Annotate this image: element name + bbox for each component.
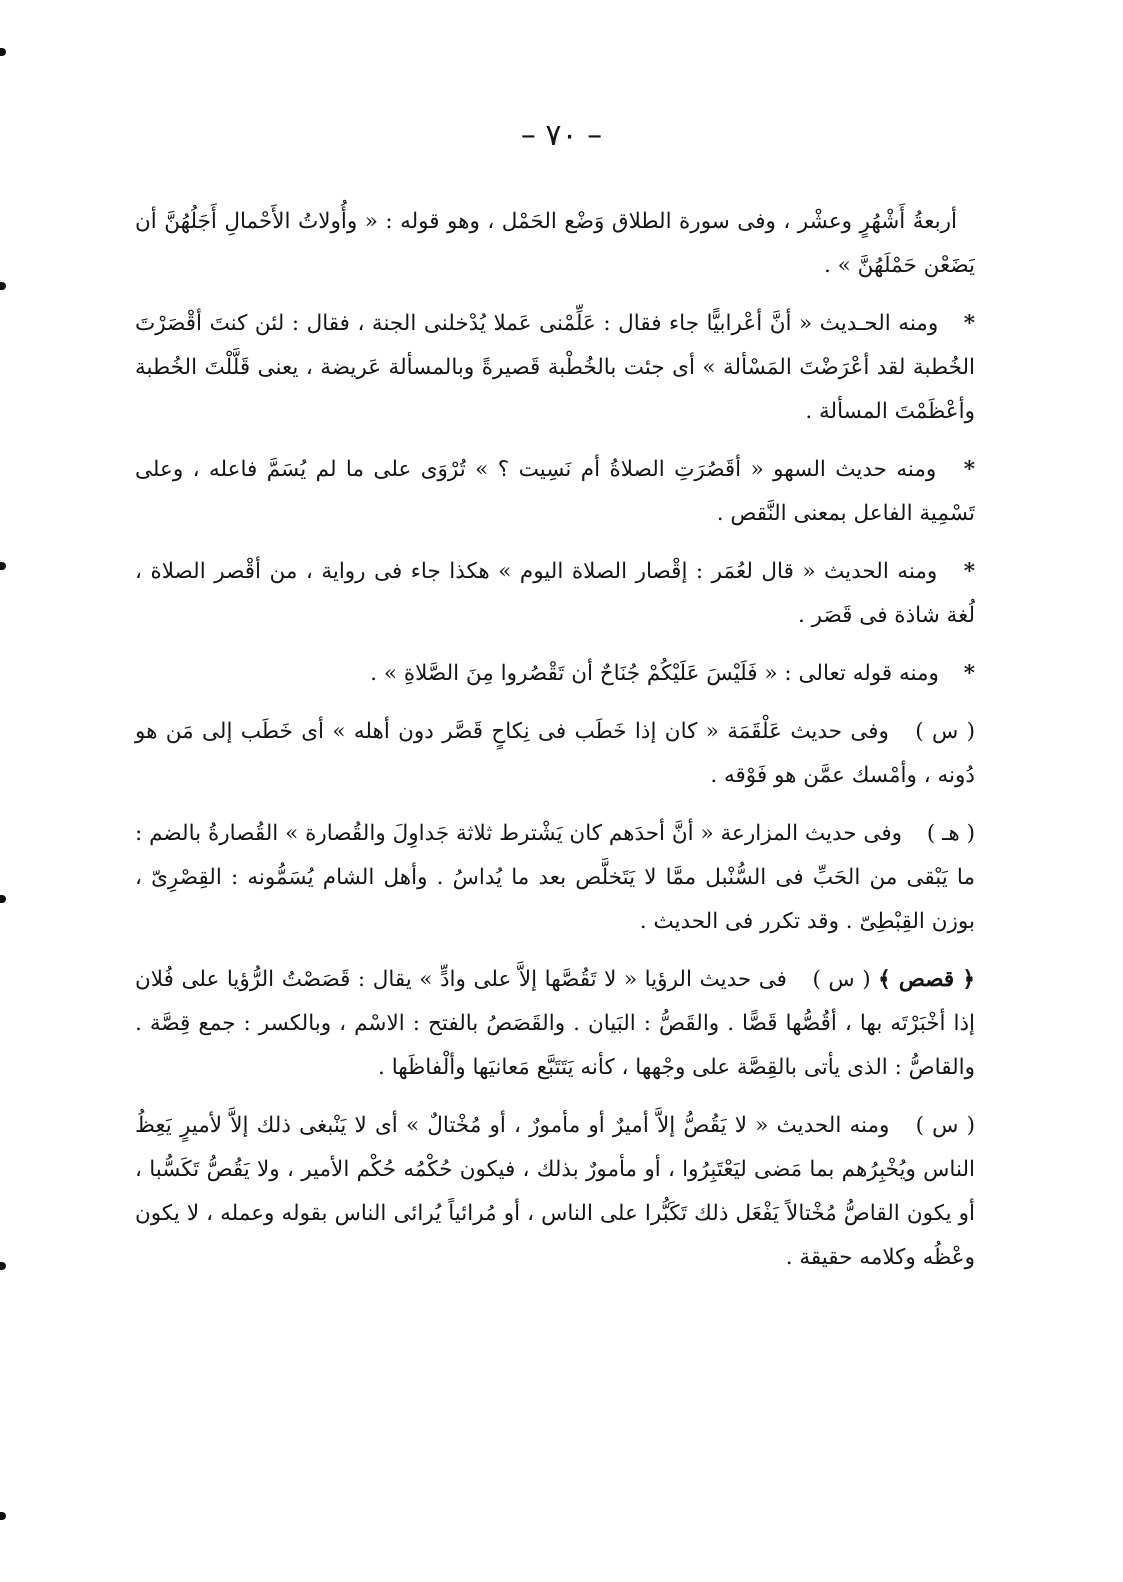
paragraph <box>135 652 975 696</box>
paragraph-text: وفى حديث عَلْقَمَة « كان إذا خَطَب فى نِكاحٍ قَصَّر دون أهله » أى خَطَب إلى مَن هو دُونه ، وأمْسك عمَّن هو فَوْقه . <box>135 719 975 788</box>
paragraph <box>135 448 975 536</box>
scan-edge-mark <box>0 48 6 56</box>
entry-heading: ﴿ قصص ﴾ <box>878 967 975 992</box>
scan-edge-mark <box>0 895 6 903</box>
source-tag: ( س ) <box>915 1113 975 1138</box>
paragraph <box>135 550 975 638</box>
paragraph <box>135 1104 975 1280</box>
paragraph-text: ومنه الحديث « لا يَقُصُّ إلاَّ أميرٌ أو مأمورٌ ، أو مُخْتالٌ » أى لا يَنْبغى ذلك إلاَّ لأميرٍ يَعِظُ الناس ويُخْبِرُهم بما مَضى ليَعْتَبِرُوا ، أو مأمورٌ بذلك ، فيكون حُكْمُه حُكْم الأمير ، ولا يَقُصُّ تَكَسُّبا ، أو يكون القاصُّ مُخْتالاً يَفْعَل ذلك تَكَبُّرا على الناس ، أو مُرائياً يُرائى الناس بقوله وعمله ، لا يكون وعْظُه وكلامه حقيقة . <box>135 1113 975 1270</box>
page-body <box>135 200 975 1294</box>
paragraph-text: أربعةُ أَشْهُرٍ وعشْر ، وفى سورة الطلاق وَضْع الحَمْل ، وهو قوله : « وأُولاتُ الأَحْمالِ أَجَلُهُنَّ أن يَضَعْن حَمْلَهُنَّ » . <box>135 209 975 278</box>
paragraph-marker: * <box>963 559 975 584</box>
paragraph-text: ومنه الحـديث « أنَّ أعْرابيًّا جاء فقال : عَلِّمْنى عَملا يُدْخلنى الجنة ، فقال : لئن كنتَ أقْصَرْتَ الخُطبة لقد أعْرَضْتَ المَسْألة » أى جئت بالخُطْبة قَصيرةً وبالمسألة عَريضة ، يعنى قَلَّلْتَ الخُطبة وأعْظَمْتَ المسألة . <box>135 311 975 424</box>
scan-edge-mark <box>0 1262 6 1270</box>
scan-edge-mark <box>0 1512 6 1520</box>
paragraph-marker: * <box>963 457 975 482</box>
paragraph-text: وفى حديث المزارعة « أنَّ أحدَهم كان يَشْترط ثلاثة جَداوِلَ والقُصارة » القُصارةُ بالضم : ما يَبْقى من الحَبِّ فى السُّنْبل ممَّا لا يَتَخلَّص بعد ما يُداسُ . وأهل الشام يُسَمُّونه : القِصْرِىّ ، بوزن القِبْطِىّ . وقد تكرر فى الحديث . <box>135 821 975 934</box>
source-tag: ( س ) <box>812 967 871 992</box>
paragraph <box>135 302 975 434</box>
page-number: – ٧٠ – <box>520 118 603 153</box>
paragraph <box>135 200 975 288</box>
paragraph-marker: * <box>963 311 975 336</box>
paragraph-text: ومنه حديث السهو « أقَصُرَتِ الصلاةُ أم نَسِيت ؟ » تُرْوَى على ما لم يُسَمَّ فاعله ، وعلى تَسْمِية الفاعل بمعنى النَّقص . <box>135 457 975 526</box>
paragraph-text: ومنه قوله تعالى : « فَلَيْسَ عَلَيْكُمْ جُنَاحٌ أن تَقْصُروا مِنَ الصَّلاةِ » . <box>370 661 939 686</box>
scan-edge-mark <box>0 282 6 290</box>
paragraph-marker: * <box>963 661 975 686</box>
paragraph-text: فى حديث الرؤيا « لا تَقُصَّها إلاَّ على وادٍّ » يقال : قَصَصْتُ الرُّؤيا على فُلان إذا أخْبَرْتَه بها ، أقُصُّها قَصًّا . والقَصُّ : البَيان . والقَصَصُ بالفتح : الاسْم ، وبالكسر : جمع قِصَّة . والقاصُّ : الذى يأتى بالقِصَّة على وجْهها ، كأنه يَتَتَبَّع مَعانيَها وألْفاظَها . <box>135 967 975 1080</box>
scan-edge-mark <box>0 562 6 570</box>
paragraph-text: ومنه الحديث « قال لعُمَر : إقْصار الصلاة اليوم » هكذا جاء فى رواية ، من أقْصر الصلاة ، لُغة شاذة فى قَصَر . <box>135 559 975 628</box>
source-tag: ( س ) <box>915 719 975 744</box>
paragraph <box>135 710 975 798</box>
paragraph <box>135 958 975 1090</box>
source-tag: ( هـ ) <box>926 821 975 846</box>
paragraph <box>135 812 975 944</box>
